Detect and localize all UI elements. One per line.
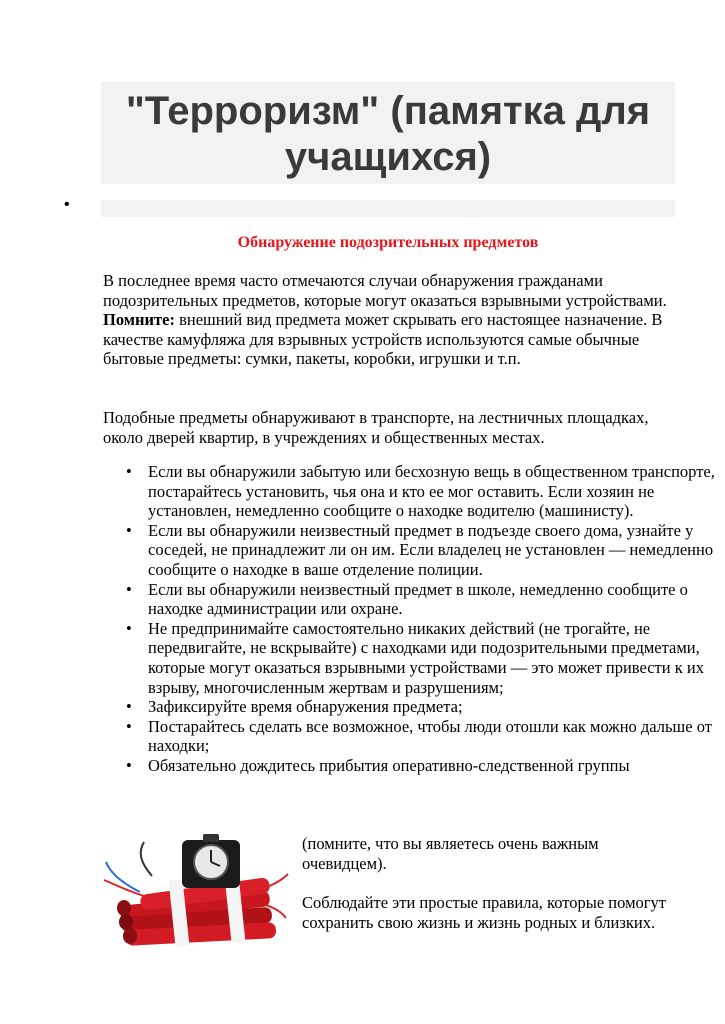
- dynamite-bomb-icon: [100, 832, 292, 950]
- bullet-marker: •: [64, 196, 70, 213]
- intro-bold: Помните:: [103, 310, 175, 330]
- rule-item: • Постарайтесь сделать все возможное, чтобы люди отошли как можно дальше от находки;: [148, 717, 720, 756]
- intro-paragraph: [103, 271, 675, 369]
- empty-bullet-bar: [101, 200, 675, 217]
- rule-item: • Обязательно дождитесь прибытия оперативно-следственной группы: [148, 756, 720, 776]
- rule-item: • Зафиксируйте время обнаружения предмета;: [148, 697, 720, 717]
- page-title: "Терроризм" (памятка для учащихся): [125, 89, 651, 179]
- intro-text-1: В последнее время часто отмечаются случаи обнаружения гражданами подозрительных предметов, которые могут оказаться взрывными устройствами.: [103, 271, 667, 310]
- closing-paragraph: Соблюдайте эти простые правила, которые помогут сохранить свою жизнь и жизнь родных и близких.: [302, 893, 666, 932]
- last-rule-continuation: (помните, что вы являетесь очень важным очевидцем).: [302, 834, 599, 873]
- intro-text-2: внешний вид предмета может скрывать его настоящее назначение. В качестве камуфляжа для взрывных устройств используются самые обычные бытовые предметы: сумки, пакеты, коробки, игрушки и т.п.: [103, 310, 663, 369]
- places-paragraph: Подобные предметы обнаруживают в транспорте, на лестничных площадках, около дверей квартир, в учреждениях и общественных местах.: [103, 408, 649, 447]
- rule-item: • Не предпринимайте самостоятельно никаких действий (не трогайте, не передвигайте, не вскрывайте) с находками иди подозрительными предметами, которые могут оказаться взрывными устройствами — это может привести к их взрыву, многочисленным жертвам и разрушениям;: [148, 619, 720, 697]
- title-box: [101, 82, 675, 184]
- rule-item: • Если вы обнаружили забытую или бесхозную вещь в общественном транспорте, постарайтесь установить, чья она и кто ее мог оставить. Если хозяин не установлен, немедленно сообщите о находке водителю (машинисту).: [148, 462, 720, 521]
- rule-item: • Если вы обнаружили неизвестный предмет в школе, немедленно сообщите о находке администрации или охране.: [148, 580, 720, 619]
- rules-list: [103, 462, 720, 776]
- rule-item: • Если вы обнаружили неизвестный предмет в подъезде своего дома, узнайте у соседей, не принадлежит ли он им. Если владелец не установлен — немедленно сообщите о находке в ваше отделение полиции.: [148, 521, 720, 580]
- section-subtitle: Обнаружение подозрительных предметов: [237, 234, 539, 251]
